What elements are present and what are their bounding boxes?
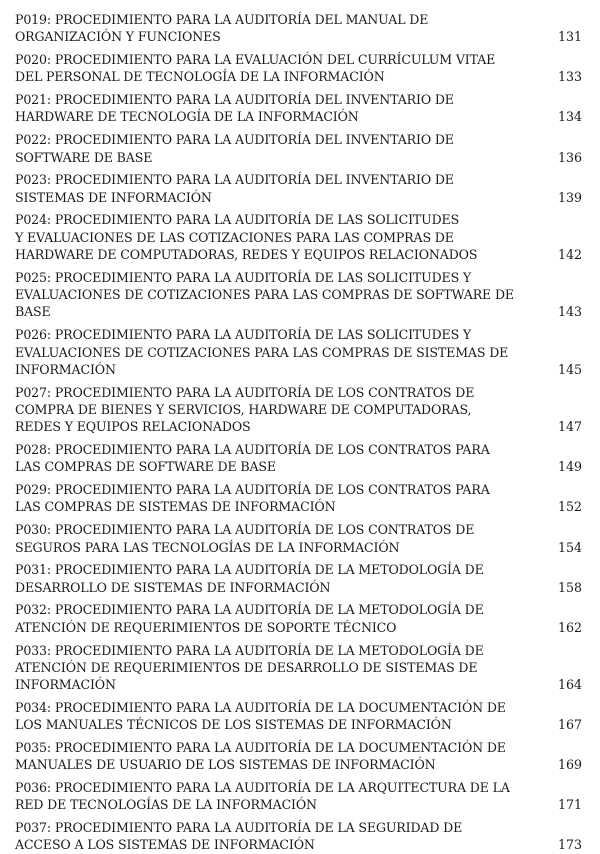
toc-entry-page-number: 164	[557, 677, 582, 693]
toc-entry-page-number: 149	[557, 459, 582, 475]
toc-entry-page-number: 131	[557, 29, 582, 45]
toc-entry-title: P034: PROCEDIMIENTO PARA LA AUDITORÍA DE LA DOCUMENTACIÓN DE LOS MANUALES TÉCNICOS DE LOS SISTEMAS DE INFORMACIÓN	[15, 699, 506, 733]
toc-entry-title: P027: PROCEDIMIENTO PARA LA AUDITORÍA DE LOS CONTRATOS DE COMPRA DE BIENES Y SERVICIOS, HARDWARE DE COMPUTADORAS, REDES Y EQUIPOS RELACIONADOS	[15, 384, 475, 435]
toc-entry-p031	[15, 561, 582, 596]
toc-entry-page-number: 147	[557, 419, 582, 435]
toc-entry-page-number: 167	[557, 717, 582, 733]
toc-entry-title: P037: PROCEDIMIENTO PARA LA AUDITORÍA DE LA SEGURIDAD DE ACCESO A LOS SISTEMAS DE INFORMACIÓN	[15, 820, 463, 853]
toc-entry-title: P025: PROCEDIMIENTO PARA LA AUDITORÍA DE LAS SOLICITUDES Y EVALUACIONES DE COTIZACIONES PARA LAS COMPRAS DE SOFTWARE DE BASE	[15, 269, 514, 320]
toc-entry-p033	[15, 642, 582, 694]
toc-entry-p028	[15, 441, 582, 476]
toc-entry-page-number: 171	[557, 797, 582, 813]
toc-entry-title: P021: PROCEDIMIENTO PARA LA AUDITORÍA DEL INVENTARIO DE HARDWARE DE TECNOLOGÍA DE LA INFORMACIÓN	[15, 92, 454, 125]
toc-entry-title: P036: PROCEDIMIENTO PARA LA AUDITORÍA DE LA ARQUITECTURA DE LA RED DE TECNOLOGÍAS DE LA INFORMACIÓN	[15, 780, 510, 813]
toc-entry-page-number: 152	[557, 499, 582, 515]
toc-entry-title: P024: PROCEDIMIENTO PARA LA AUDITORÍA DE LAS SOLICITUDES Y EVALUACIONES DE LAS COTIZACIONES PARA LAS COMPRAS DE HARDWARE DE COMPUTADORAS, REDES Y EQUIPOS RELACIONADOS	[15, 212, 478, 263]
toc-entry-title: P019: PROCEDIMIENTO PARA LA AUDITORÍA DEL MANUAL DE ORGANIZACIÓN Y FUNCIONES	[15, 12, 429, 45]
toc-entry-p022	[15, 131, 582, 166]
toc-entry-title: P032: PROCEDIMIENTO PARA LA AUDITORÍA DE LA METODOLOGÍA DE ATENCIÓN DE REQUERIMIENTOS DE SOPORTE TÉCNICO	[15, 602, 484, 635]
toc-entry-page-number: 158	[557, 579, 582, 595]
toc-entry-title: P022: PROCEDIMIENTO PARA LA AUDITORÍA DEL INVENTARIO DE SOFTWARE DE BASE	[15, 132, 454, 165]
toc-entry-p029	[15, 481, 582, 516]
toc-entry-page-number: 142	[557, 247, 582, 263]
toc-entry-p023	[15, 171, 582, 206]
toc-entry-p021	[15, 91, 582, 126]
toc-entry-page-number: 162	[557, 619, 582, 635]
toc-entry-page-number: 143	[557, 304, 582, 320]
toc-entry-title: P028: PROCEDIMIENTO PARA LA AUDITORÍA DE LOS CONTRATOS PARA LAS COMPRAS DE SOFTWARE DE BASE	[15, 442, 490, 475]
toc-entry-p037	[15, 819, 582, 854]
toc-entry-page-number: 169	[557, 757, 582, 773]
toc-entry-p019	[15, 11, 582, 46]
toc-entry-page-number: 139	[557, 189, 582, 205]
toc-entry-title: P031: PROCEDIMIENTO PARA LA AUDITORÍA DE LA METODOLOGÍA DE DESARROLLO DE SISTEMAS DE INFORMACIÓN	[15, 562, 484, 595]
toc-entry-p024	[15, 211, 582, 263]
toc-entry-title: P029: PROCEDIMIENTO PARA LA AUDITORÍA DE LOS CONTRATOS PARA LAS COMPRAS DE SISTEMAS DE INFORMACIÓN	[15, 482, 490, 515]
toc-entry-p026	[15, 326, 582, 378]
toc-entry-title: P023: PROCEDIMIENTO PARA LA AUDITORÍA DEL INVENTARIO DE SISTEMAS DE INFORMACIÓN	[15, 172, 454, 205]
toc-entry-page-number: 145	[557, 361, 582, 377]
toc-entry-title: P035: PROCEDIMIENTO PARA LA AUDITORÍA DE LA DOCUMENTACIÓN DE MANUALES DE USUARIO DE LOS SISTEMAS DE INFORMACIÓN	[15, 739, 506, 773]
toc-entry-p020	[15, 51, 582, 86]
toc-entry-p032	[15, 601, 582, 636]
toc-entry-page-number: 173	[557, 837, 582, 853]
toc-entry-p027	[15, 384, 582, 436]
toc-entry-title: P030: PROCEDIMIENTO PARA LA AUDITORÍA DE LOS CONTRATOS DE SEGUROS PARA LAS TECNOLOGÍAS DE LA INFORMACIÓN	[15, 522, 475, 555]
toc-entry-p035	[15, 739, 582, 774]
toc-entry-p034	[15, 699, 582, 734]
toc-entry-page-number: 134	[557, 109, 582, 125]
toc-entry-page-number: 136	[557, 149, 582, 165]
toc-entry-p036	[15, 779, 582, 814]
toc-entry-title: P020: PROCEDIMIENTO PARA LA EVALUACIÓN DEL CURRÍCULUM VITAE DEL PERSONAL DE TECNOLOGÍA DE LA INFORMACIÓN	[15, 52, 496, 85]
toc-entry-title: P026: PROCEDIMIENTO PARA LA AUDITORÍA DE LAS SOLICITUDES Y EVALUACIONES DE COTIZACIONES PARA LAS COMPRAS DE SISTEMAS DE INFORMACIÓN	[15, 327, 509, 377]
toc-entry-title: P033: PROCEDIMIENTO PARA LA AUDITORÍA DE LA METODOLOGÍA DE ATENCIÓN DE REQUERIMIENTOS DE DESARROLLO DE SISTEMAS DE INFORMACIÓN	[15, 642, 484, 693]
toc-entry-p030	[15, 521, 582, 556]
toc-entry-p025	[15, 269, 582, 321]
toc-entry-page-number: 154	[557, 539, 582, 555]
toc-entry-page-number: 133	[557, 69, 582, 85]
